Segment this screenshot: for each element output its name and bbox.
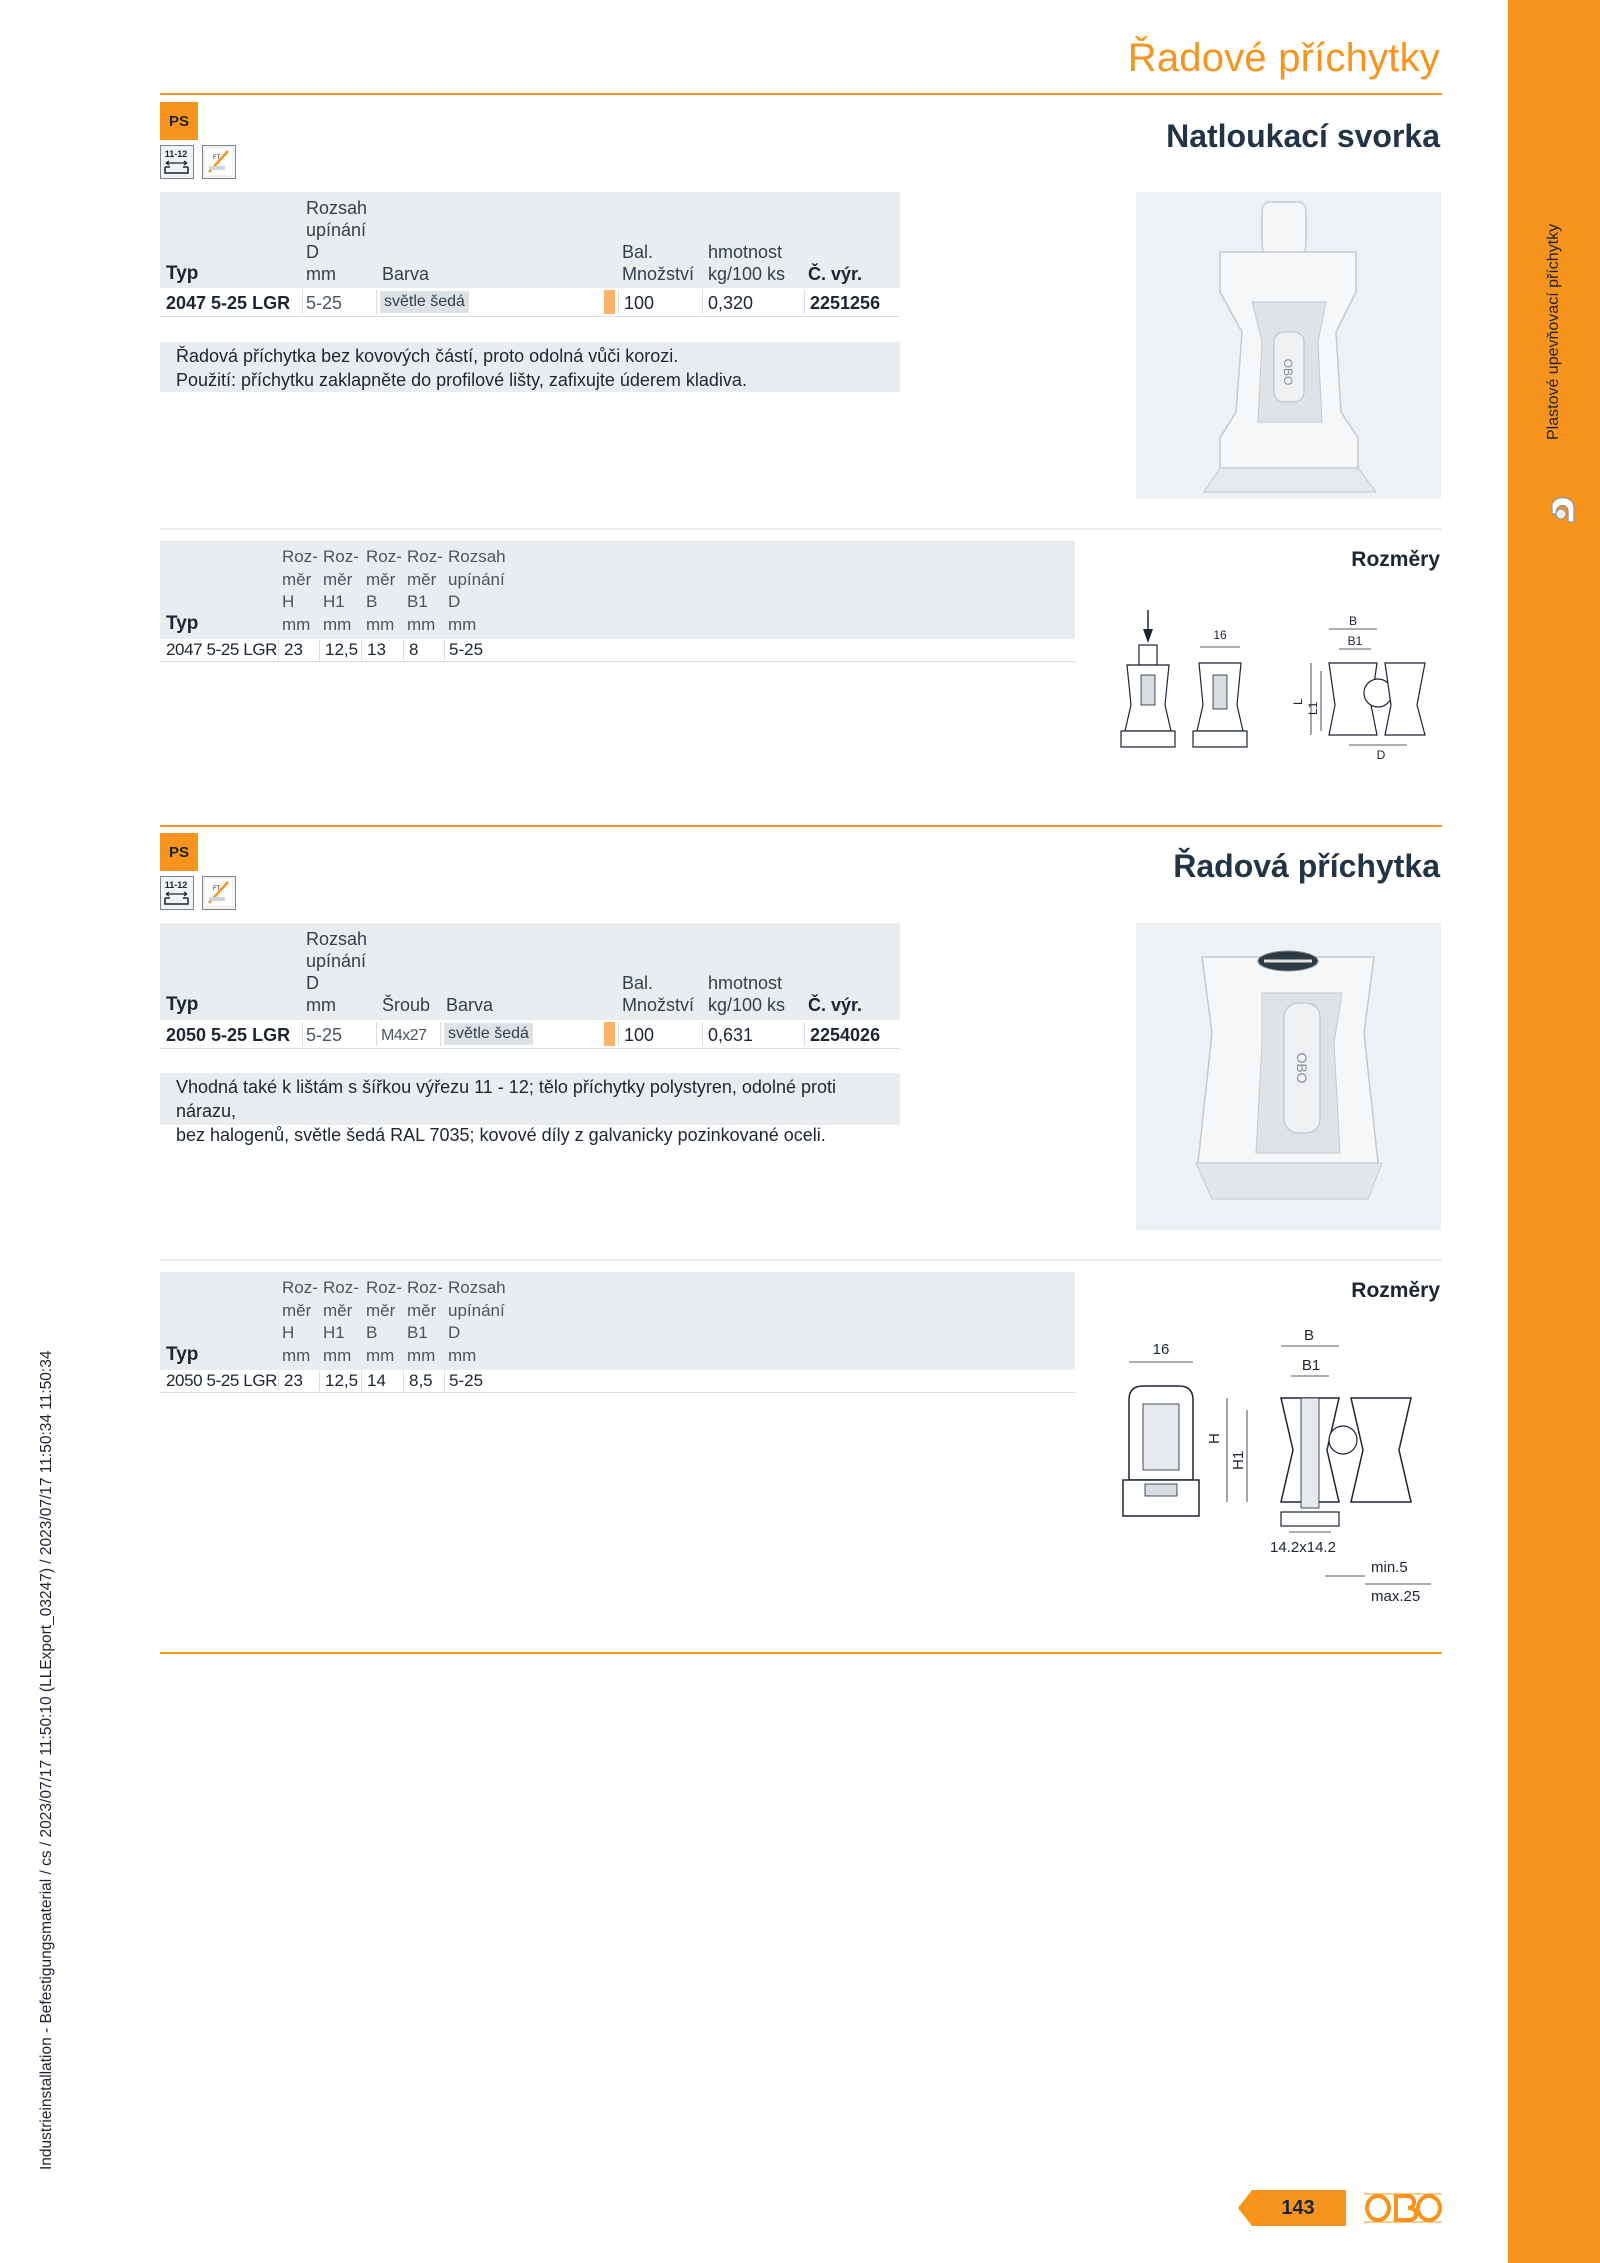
cell-typ: 2047 5-25 LGR [166, 293, 291, 313]
svg-text:14.2x14.2: 14.2x14.2 [1270, 1539, 1336, 1556]
svg-text:D: D [1376, 748, 1386, 762]
export-metadata: Industrieinstallation - Befestigungsmaterial / cs / 2023/07/17 11:50:10 (LLExport_03247) / 2023/07/17 11:50:34 11:50:34 [38, 1350, 55, 2170]
dims-col-d: Rozsah upínání D mm [448, 547, 506, 634]
dims-cell-h1: 12,5 [325, 1371, 359, 1390]
dims-col-d: Rozsah upínání D mm [448, 1278, 506, 1365]
dims-col-typ: Typ [166, 1344, 199, 1365]
dims-cell-h1: 12,5 [325, 640, 359, 659]
halogen-free-icon [202, 145, 236, 179]
dims-title: Rozměry [1351, 1279, 1440, 1302]
col-barva: Barva [446, 995, 494, 1015]
description-line: Řadová příchytka bez kovových částí, proto odolná vůči korozi. [176, 346, 679, 366]
dims-col-b1: Roz- měr B1 mm [407, 547, 443, 634]
dims-col-h: Roz- měr H mm [282, 547, 318, 634]
svg-text:11-12: 11-12 [164, 149, 188, 159]
technical-drawing [1115, 1320, 1445, 1610]
section-divider [160, 528, 1442, 530]
product-title: Natloukací svorka [1166, 118, 1440, 154]
col-sroub: Šroub [382, 995, 431, 1015]
page-title: Řadové příchytky [1127, 36, 1440, 80]
svg-text:B: B [1303, 1327, 1315, 1344]
svg-text:16: 16 [1152, 1341, 1170, 1358]
svg-text:max.25: max.25 [1371, 1588, 1421, 1605]
dims-cell-b: 14 [367, 1371, 386, 1390]
dims-title: Rozměry [1351, 548, 1440, 571]
svg-text:FT: FT [213, 886, 221, 892]
col-bal: Bal. Množství [622, 973, 695, 1015]
svg-text:OBO: OBO [1281, 358, 1295, 386]
cell-cvyr: 2254026 [810, 1025, 881, 1045]
rail-width-icon [160, 876, 194, 910]
stock-marker [604, 1022, 615, 1046]
product-description [160, 1073, 900, 1145]
col-bal: Bal. Množství [622, 242, 695, 284]
product-description [160, 342, 900, 392]
dims-col-h: Roz- měr H mm [282, 1278, 318, 1365]
cell-hmotnost: 0,320 [708, 293, 754, 313]
svg-text:11-12: 11-12 [164, 880, 188, 890]
svg-text:B1: B1 [1347, 634, 1363, 648]
ps-badge: PS [160, 102, 198, 140]
dims-cell-d: 5-25 [449, 640, 484, 659]
dims-cell-b1: 8,5 [409, 1371, 433, 1390]
svg-text:L1: L1 [1306, 701, 1320, 715]
svg-text:H: H [1206, 1433, 1223, 1444]
col-hmotnost: hmotnost kg/100 ks [708, 973, 786, 1015]
section-divider [160, 1259, 1442, 1261]
svg-text:FT: FT [213, 155, 221, 161]
svg-text:B1: B1 [1301, 1357, 1321, 1374]
dims-cell-d: 5-25 [449, 1371, 484, 1390]
col-barva: Barva [382, 264, 430, 284]
dims-cell-b: 13 [367, 640, 386, 659]
svg-text:B: B [1348, 614, 1358, 628]
dims-cell-b1: 8 [409, 640, 419, 659]
stock-marker [604, 290, 615, 314]
cell-rozsah: 5-25 [306, 1025, 343, 1045]
cell-cvyr: 2251256 [810, 293, 881, 313]
cell-sroub: M4x27 [381, 1027, 427, 1044]
section-rule [160, 825, 1442, 827]
dims-cell-h: 23 [284, 1371, 303, 1390]
col-typ: Typ [166, 994, 199, 1015]
cell-typ: 2050 5-25 LGR [166, 1025, 291, 1045]
dims-col-h1: Roz- měr H1 mm [323, 547, 359, 634]
svg-text:16: 16 [1213, 628, 1227, 642]
cell-bal: 100 [624, 1025, 655, 1045]
svg-text:min.5: min.5 [1371, 1559, 1408, 1576]
dims-cell-h: 23 [284, 640, 303, 659]
cell-barva: světle šedá [444, 1023, 533, 1045]
svg-text:H1: H1 [1230, 1450, 1247, 1470]
description-line: Vhodná také k lištám s šířkou výřezu 11 - 12; tělo příchytky polystyren, odolné proti nárazu, [176, 1077, 836, 1121]
dims-col-b: Roz- měr B mm [366, 547, 402, 634]
product-title: Řadová příchytka [1173, 848, 1440, 884]
col-cvyr: Č. výr. [808, 995, 863, 1015]
cell-hmotnost: 0,631 [708, 1025, 754, 1045]
product-photo [1136, 923, 1441, 1230]
cell-barva: světle šedá [380, 291, 469, 313]
rail-width-icon [160, 145, 194, 179]
product-table-header [160, 923, 900, 1020]
dims-col-b1: Roz- měr B1 mm [407, 1278, 443, 1365]
svg-text:OBO: OBO [1294, 1052, 1310, 1084]
technical-drawing [1115, 605, 1445, 765]
col-rozsah: Rozsah upínání D mm [306, 929, 368, 1015]
col-typ: Typ [166, 263, 199, 284]
col-hmotnost: hmotnost kg/100 ks [708, 242, 786, 284]
description-line: bez halogenů, světle šedá RAL 7035; kovové díly z galvanicky pozinkované oceli. [176, 1125, 826, 1145]
ps-badge: PS [160, 833, 198, 871]
col-rozsah: Rozsah upínání D mm [306, 198, 368, 284]
clip-icon [1548, 492, 1578, 528]
cell-rozsah: 5-25 [306, 293, 343, 313]
col-cvyr: Č. výr. [808, 264, 863, 284]
dims-col-b: Roz- měr B mm [366, 1278, 402, 1365]
obo-logo [1364, 2190, 1442, 2226]
header-rule [160, 93, 1442, 95]
dims-col-h1: Roz- měr H1 mm [323, 1278, 359, 1365]
section-rule [160, 1652, 1442, 1654]
sidebar-category-label: Plastové upevňovací příchytky [1545, 223, 1562, 440]
dims-cell-typ: 2047 5-25 LGR [166, 640, 278, 659]
cell-bal: 100 [624, 293, 655, 313]
page-number: 143 [1281, 2196, 1315, 2219]
product-photo [1136, 192, 1441, 499]
description-line: Použití: příchytku zaklapněte do profilové lišty, zafixujte úderem kladiva. [176, 370, 747, 390]
product-table-header [160, 192, 900, 288]
dims-cell-typ: 2050 5-25 LGR [166, 1371, 278, 1390]
dims-col-typ: Typ [166, 613, 199, 634]
halogen-free-icon [202, 876, 236, 910]
svg-text:L: L [1291, 698, 1305, 705]
